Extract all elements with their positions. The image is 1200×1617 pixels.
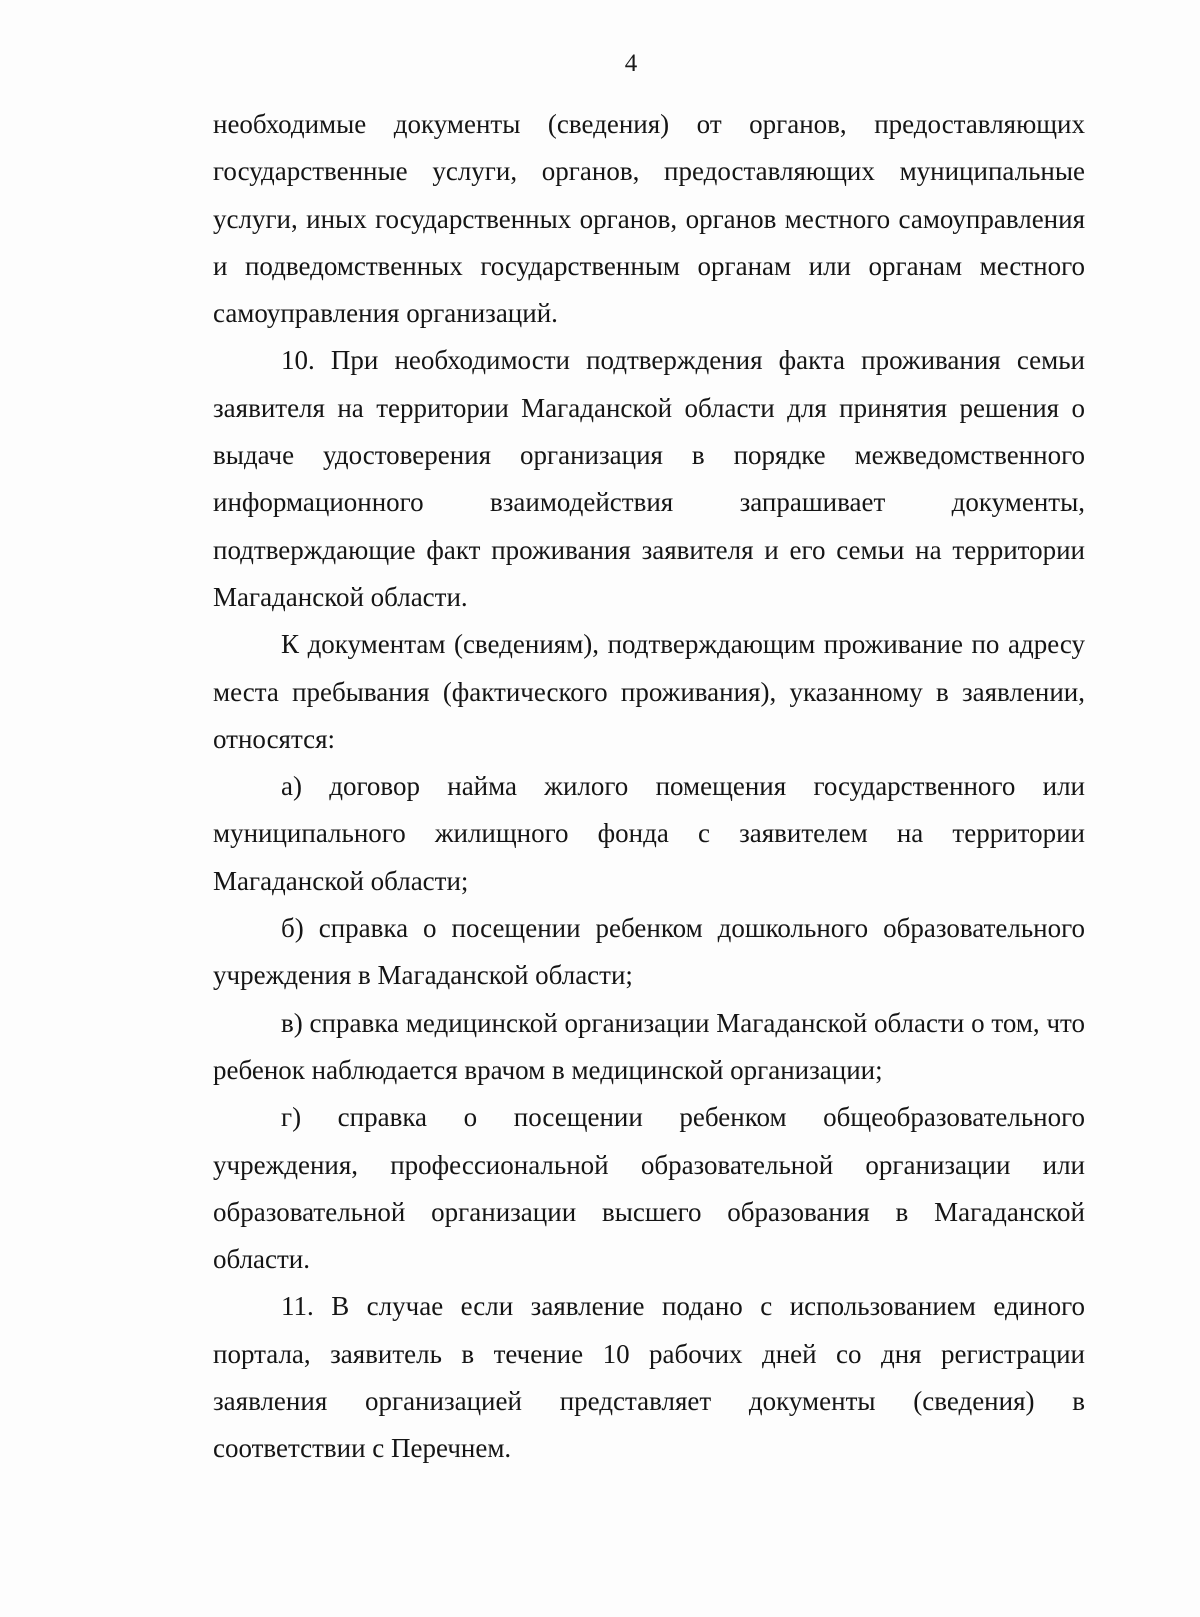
paragraph-continuation: необходимые документы (сведения) от органов, предоставляющих государственные услуги, органов, предоставляющих муниципальные услуги, иных государственных органов, органов местного самоуправления и подведомственных государственным органам или органам местного самоуправления организаций.: [213, 109, 1085, 329]
document-body: [213, 101, 1085, 1473]
paragraph-documents-intro: К документам (сведениям), подтверждающим проживание по адресу места пребывания (фактического проживания), указанному в заявлении, относятся:: [213, 629, 1085, 754]
list-item-g: г) справка о посещении ребенком общеобразовательного учреждения, профессиональной образовательной организации или образовательной организации высшего образования в Магаданской области.: [213, 1102, 1085, 1275]
paragraph-item-10: 10. При необходимости подтверждения факта проживания семьи заявителя на территории Магаданской области для принятия решения о выдаче удостоверения организация в порядке межведомственного информационного взаимодействия запрашивает документы, подтверждающие факт проживания заявителя и его семьи на территории Магаданской области.: [213, 345, 1085, 612]
list-item-a: а) договор найма жилого помещения государственного или муниципального жилищного фонда с заявителем на территории Магаданской области;: [213, 771, 1085, 896]
page-number: 4: [624, 50, 638, 77]
list-item-b: б) справка о посещении ребенком дошкольного образовательного учреждения в Магаданской области;: [213, 913, 1085, 991]
list-item-v: в) справка медицинской организации Магаданской области о том, что ребенок наблюдается врачом в медицинской организации;: [213, 1007, 1085, 1085]
paragraph-item-11: 11. В случае если заявление подано с использованием единого портала, заявитель в течение 10 рабочих дней со дня регистрации заявления организацией представляет документы (сведения) в соответствии с Перечнем.: [213, 1291, 1085, 1464]
